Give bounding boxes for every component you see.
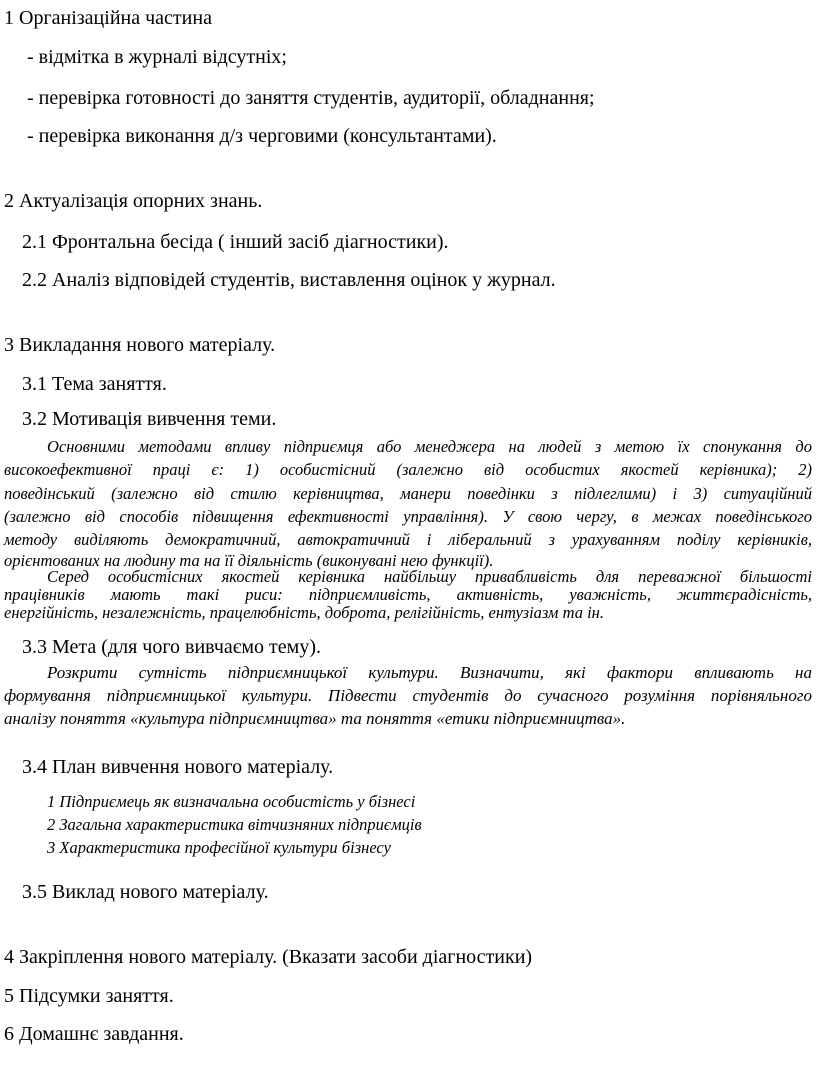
motivation-heading: 3.2 Мотивація вивчення теми.	[22, 408, 277, 430]
org-item-readiness: - перевірка готовності до заняття студентів, аудиторії, обладнання;	[27, 87, 595, 109]
section-summary-heading: 5 Підсумки заняття.	[4, 985, 174, 1007]
motivation-paragraph-2-line: Серед особистісних якостей керівника найбільшу привабливість для переважної більшості	[47, 567, 812, 586]
plan-heading: 3.4 План вивчення нового матеріалу.	[22, 756, 334, 778]
org-item-attendance: - відмітка в журналі відсутніх;	[27, 46, 287, 68]
topic-heading: 3.1 Тема заняття.	[22, 373, 167, 395]
goal-heading: 3.3 Мета (для чого вивчаємо тему).	[22, 636, 321, 658]
presentation-heading: 3.5 Виклад нового матеріалу.	[22, 881, 269, 903]
plan-item: 3 Характеристика професійної культури бізнесу	[47, 838, 391, 857]
goal-text-line: Розкрити сутність підприємницької культури. Визначити, які фактори впливають на	[47, 663, 812, 682]
section-actual-heading: 2 Актуалізація опорних знань.	[4, 190, 263, 212]
goal-text-line: формування підприємницької культури. Підвести студентів до сучасного розуміння порівняльного	[4, 686, 812, 705]
motivation-paragraph-1-line: поведінський (залежно від стилю керівництва, манери поведінки з підлеглими) і 3) ситуаційний	[4, 484, 812, 503]
goal-text-line: аналізу поняття «культура підприємництва» та поняття «етики підприємництва».	[4, 709, 626, 728]
motivation-paragraph-1-line: орієнтованих на людину та на її діяльність (виконувані нею функції).	[4, 551, 494, 570]
motivation-paragraph-2-line: енергійність, незалежність, працелюбність, доброта, релігійність, ентузіазм та ін.	[4, 603, 604, 622]
motivation-paragraph-1-line: методу виділяють демократичний, автократичний і ліберальний з урахуванням поділу керівників,	[4, 530, 812, 549]
section-new-material-heading: 3 Викладання нового матеріалу.	[4, 334, 276, 356]
motivation-paragraph-1-line: Основними методами впливу підприємця або менеджера на людей з метою їх спонукання до	[47, 437, 812, 456]
actual-item-analysis: 2.2 Аналіз відповідей студентів, виставлення оцінок у журнал.	[22, 269, 556, 291]
section-consolidation-heading: 4 Закріплення нового матеріалу. (Вказати засоби діагностики)	[4, 946, 533, 968]
motivation-paragraph-1-line: (залежно від способів підвищення ефективності управління). У свою чергу, в межах поведінського	[4, 507, 812, 526]
section-homework-heading: 6 Домашнє завдання.	[4, 1023, 184, 1045]
section-org-heading: 1 Організаційна частина	[4, 7, 212, 29]
motivation-paragraph-2-line: працівників мають такі риси: підприємливість, активність, уважність, життєрадісність,	[4, 585, 812, 604]
actual-item-frontal: 2.1 Фронтальна бесіда ( інший засіб діагностики).	[22, 231, 449, 253]
plan-item: 2 Загальна характеристика вітчизняних підприємців	[47, 815, 422, 834]
motivation-paragraph-1-line: високоефективної праці є: 1) особистісний (залежно від особистих якостей керівника); 2)	[4, 460, 812, 479]
plan-item: 1 Підприємець як визначальна особистість у бізнесі	[47, 792, 416, 811]
org-item-homework-check: - перевірка виконання д/з черговими (консультантами).	[27, 125, 497, 147]
